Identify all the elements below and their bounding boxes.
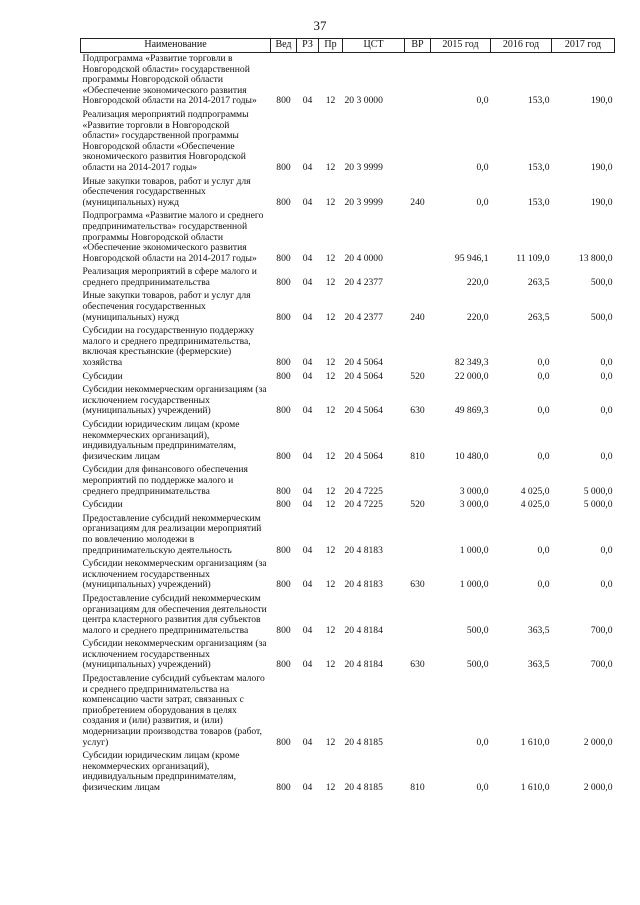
cell-rz: 04 xyxy=(302,579,313,591)
cell-2017: 0,0 xyxy=(600,370,613,382)
cell-rz: 04 xyxy=(302,196,313,208)
table-row xyxy=(81,325,615,370)
cell-2016: 363,5 xyxy=(527,624,550,636)
cell-name: Субсидии некоммерческим организациям (за исключением государственных (муниципальных) учреждений) xyxy=(82,558,267,591)
cell-rz: 04 xyxy=(302,624,313,636)
cell-2016: 363,5 xyxy=(527,659,550,671)
cell-2015: 220,0 xyxy=(466,311,489,323)
cell-name: Субсидии некоммерческим организациям (за исключением государственных (муниципальных) учреждений) xyxy=(82,638,267,671)
cell-rz: 04 xyxy=(302,161,313,173)
cell-2016: 0,0 xyxy=(537,405,550,417)
cell-ved: 800 xyxy=(276,311,291,323)
cell-ved: 800 xyxy=(276,782,291,793)
cell-pr: 12 xyxy=(325,736,336,748)
cell-2015: 500,0 xyxy=(466,659,489,671)
cell-rz: 04 xyxy=(302,499,313,511)
cell-cst: 20 3 9999 xyxy=(344,161,383,173)
cell-cst: 20 3 9999 xyxy=(344,196,383,208)
cell-2015: 220,0 xyxy=(466,276,489,288)
cell-vr xyxy=(405,210,431,266)
cell-2017: 13 800,0 xyxy=(578,252,613,264)
cell-rz: 04 xyxy=(302,95,313,107)
cell-cst: 20 4 7225 xyxy=(344,485,383,497)
cell-name: Субсидии на государственную поддержку малого и среднего предпринимательства, включая крестьянские (фермерские) хозяйства xyxy=(82,325,255,369)
cell-2017: 190,0 xyxy=(590,161,613,173)
cell-cst: 20 4 8183 xyxy=(344,579,383,591)
cell-cst: 20 4 8184 xyxy=(344,659,383,671)
cell-name: Субсидии юридическим лицам (кроме некоммерческих организаций), индивидуальным предпринимателям, физическим лицам xyxy=(82,419,240,462)
col-header-vr: ВР xyxy=(405,39,431,53)
cell-2017: 190,0 xyxy=(590,95,613,107)
cell-ved: 800 xyxy=(276,736,291,748)
cell-rz: 04 xyxy=(302,276,313,288)
cell-rz: 04 xyxy=(302,311,313,323)
cell-rz: 04 xyxy=(302,782,313,793)
table-row xyxy=(81,109,615,176)
cell-2015: 1 000,0 xyxy=(459,579,489,591)
cell-2016: 0,0 xyxy=(537,370,550,382)
col-header-pr: Пр xyxy=(319,39,343,53)
table-row xyxy=(81,464,615,499)
cell-vr: 630 xyxy=(410,579,425,591)
cell-rz: 04 xyxy=(302,736,313,748)
cell-pr: 12 xyxy=(325,95,336,107)
table-row xyxy=(81,53,615,109)
cell-pr: 12 xyxy=(325,370,336,382)
cell-pr: 12 xyxy=(325,624,336,636)
cell-pr: 12 xyxy=(325,544,336,556)
cell-2017: 0,0 xyxy=(600,450,613,462)
cell-name: Иные закупки товаров, работ и услуг для обеспечения государственных (муниципальных) нужд xyxy=(82,175,251,208)
cell-vr: 630 xyxy=(410,405,425,417)
table-row xyxy=(81,750,615,795)
cell-2015: 0,0 xyxy=(476,95,489,107)
cell-cst: 20 4 8184 xyxy=(344,624,383,636)
cell-cst: 20 4 0000 xyxy=(344,252,383,264)
col-header-2016: 2016 год xyxy=(491,39,552,53)
cell-2016: 0,0 xyxy=(537,544,550,556)
cell-name: Реализация мероприятий в сфере малого и среднего предпринимательства xyxy=(82,266,257,288)
cell-2017: 700,0 xyxy=(590,659,613,671)
cell-2016: 0,0 xyxy=(537,579,550,591)
header-row xyxy=(81,39,615,53)
table-row xyxy=(81,290,615,325)
cell-cst: 20 3 0000 xyxy=(344,95,383,107)
cell-cst: 20 4 8183 xyxy=(344,544,383,556)
cell-pr: 12 xyxy=(325,196,336,208)
cell-vr: 810 xyxy=(410,782,425,793)
cell-pr: 12 xyxy=(325,311,336,323)
cell-2017: 500,0 xyxy=(590,311,613,323)
page-number: 37 xyxy=(313,18,327,33)
cell-pr: 12 xyxy=(325,357,336,369)
table-row xyxy=(81,419,615,464)
cell-ved: 800 xyxy=(276,499,291,511)
cell-cst: 20 4 8185 xyxy=(344,736,383,748)
table-row xyxy=(81,210,615,266)
cell-vr xyxy=(405,109,431,176)
cell-name: Предоставление субсидий субъектам малого и среднего предпринимательства на компенсацию части затрат, связанных с приобретением оборудования в целях создания и (или) развития, и (или) модернизации производства товаров (работ, услуг) xyxy=(82,673,265,748)
cell-ved: 800 xyxy=(276,95,291,107)
cell-2017: 2 000,0 xyxy=(583,782,613,793)
cell-ved: 800 xyxy=(276,196,291,208)
cell-rz: 04 xyxy=(302,405,313,417)
cell-ved: 800 xyxy=(276,485,291,497)
cell-ved: 800 xyxy=(276,544,291,556)
cell-2016: 4 025,0 xyxy=(520,499,550,511)
table-body xyxy=(81,53,615,796)
cell-pr: 12 xyxy=(325,782,336,793)
cell-2015: 0,0 xyxy=(476,196,489,208)
col-header-cst: ЦСТ xyxy=(343,39,405,53)
cell-name: Субсидии xyxy=(82,499,123,511)
cell-2015: 82 349,3 xyxy=(454,357,489,369)
cell-rz: 04 xyxy=(302,370,313,382)
cell-2017: 0,0 xyxy=(600,357,613,369)
cell-pr: 12 xyxy=(325,405,336,417)
cell-vr: 240 xyxy=(410,196,425,208)
cell-pr: 12 xyxy=(325,499,336,511)
cell-ved: 800 xyxy=(276,276,291,288)
cell-2017: 2 000,0 xyxy=(583,736,613,748)
cell-2016: 263,5 xyxy=(527,311,550,323)
table-row xyxy=(81,371,615,385)
cell-pr: 12 xyxy=(325,579,336,591)
cell-2017: 700,0 xyxy=(590,624,613,636)
cell-rz: 04 xyxy=(302,659,313,671)
cell-name: Субсидии некоммерческим организациям (за исключением государственных (муниципальных) учреждений) xyxy=(82,384,267,417)
cell-2017: 5 000,0 xyxy=(583,499,613,511)
cell-2017: 0,0 xyxy=(600,405,613,417)
cell-vr xyxy=(405,53,431,109)
cell-cst: 20 4 2377 xyxy=(344,311,383,323)
cell-2015: 22 000,0 xyxy=(454,370,489,382)
cell-ved: 800 xyxy=(276,405,291,417)
table-row xyxy=(81,176,615,211)
table-row xyxy=(81,593,615,638)
cell-cst: 20 4 8185 xyxy=(344,782,383,793)
cell-pr: 12 xyxy=(325,659,336,671)
cell-name: Реализация мероприятий подпрограммы «Развитие торговли в Новгородской области» государственной программы Новгородской области «Обеспечение экономического развития Новгородской области на 2014-2017 годы» xyxy=(82,108,249,173)
cell-vr xyxy=(405,325,431,370)
cell-2015: 3 000,0 xyxy=(459,499,489,511)
cell-name: Субсидии xyxy=(82,370,123,382)
cell-pr: 12 xyxy=(325,485,336,497)
cell-vr: 630 xyxy=(410,659,425,671)
cell-2015: 3 000,0 xyxy=(459,485,489,497)
col-header-rz: РЗ xyxy=(297,39,319,53)
cell-2016: 1 610,0 xyxy=(520,782,550,793)
cell-2016: 0,0 xyxy=(537,357,550,369)
table-row xyxy=(81,673,615,750)
cell-pr: 12 xyxy=(325,252,336,264)
cell-2016: 263,5 xyxy=(527,276,550,288)
cell-2016: 153,0 xyxy=(527,95,550,107)
cell-2016: 0,0 xyxy=(537,450,550,462)
cell-2016: 153,0 xyxy=(527,161,550,173)
cell-rz: 04 xyxy=(302,357,313,369)
col-header-name: Наименование xyxy=(81,39,271,53)
cell-2016: 1 610,0 xyxy=(520,736,550,748)
cell-ved: 800 xyxy=(276,624,291,636)
cell-2015: 500,0 xyxy=(466,624,489,636)
cell-2016: 153,0 xyxy=(527,196,550,208)
cell-name: Подпрограмма «Развитие малого и среднего предпринимательства» государственной программы Новгородской области «Обеспечение экономического развития Новгородской области на 2014-2017 годы» xyxy=(82,210,264,264)
cell-2016: 4 025,0 xyxy=(520,485,550,497)
cell-name: Предоставление субсидий некоммерческим организациям для реализации мероприятий по вовлечению молодежи в предпринимательскую деятельность xyxy=(82,512,262,556)
cell-ved: 800 xyxy=(276,370,291,382)
cell-cst: 20 4 5064 xyxy=(344,450,383,462)
cell-2017: 0,0 xyxy=(600,579,613,591)
cell-ved: 800 xyxy=(276,357,291,369)
col-header-ved: Вед xyxy=(271,39,297,53)
cell-name: Иные закупки товаров, работ и услуг для обеспечения государственных (муниципальных) нужд xyxy=(82,290,251,323)
table-row xyxy=(81,384,615,419)
cell-2016: 11 109,0 xyxy=(516,252,550,264)
cell-2015: 0,0 xyxy=(476,161,489,173)
cell-2015: 10 480,0 xyxy=(454,450,489,462)
cell-vr xyxy=(405,673,431,750)
cell-2015: 95 946,1 xyxy=(454,252,489,264)
cell-ved: 800 xyxy=(276,450,291,462)
cell-name: Субсидии для финансового обеспечения мероприятий по поддержке малого и среднего предпринимательства xyxy=(82,464,248,497)
cell-name: Подпрограмма «Развитие торговли в Новгородской области» государственной программы Новгородской области «Обеспечение экономического развития Новгородской области на 2014-2017 годы» xyxy=(82,53,257,107)
cell-pr: 12 xyxy=(325,450,336,462)
cell-vr: 240 xyxy=(410,311,425,323)
cell-cst: 20 4 2377 xyxy=(344,276,383,288)
cell-vr: 520 xyxy=(410,499,425,511)
cell-rz: 04 xyxy=(302,544,313,556)
cell-rz: 04 xyxy=(302,485,313,497)
cell-ved: 800 xyxy=(276,579,291,591)
cell-2015: 0,0 xyxy=(476,736,489,748)
table-row xyxy=(81,638,615,673)
cell-name: Предоставление субсидий некоммерческим организациям для обеспечения деятельности центра кластерного развития для субъектов малого и среднего предпринимательства xyxy=(82,592,267,636)
cell-cst: 20 4 5064 xyxy=(344,357,383,369)
cell-vr: 520 xyxy=(410,370,425,382)
cell-vr xyxy=(405,513,431,558)
cell-2017: 0,0 xyxy=(600,544,613,556)
cell-2015: 0,0 xyxy=(476,782,489,793)
budget-table xyxy=(80,38,615,796)
cell-2017: 500,0 xyxy=(590,276,613,288)
cell-ved: 800 xyxy=(276,659,291,671)
cell-name: Субсидии юридическим лицам (кроме некоммерческих организаций), индивидуальным предпринимателям, физическим лицам xyxy=(82,750,240,793)
table-row xyxy=(81,266,615,290)
table-row xyxy=(81,499,615,513)
cell-ved: 800 xyxy=(276,252,291,264)
cell-cst: 20 4 7225 xyxy=(344,499,383,511)
cell-pr: 12 xyxy=(325,161,336,173)
table-row xyxy=(81,558,615,593)
cell-cst: 20 4 5064 xyxy=(344,370,383,382)
cell-vr: 810 xyxy=(410,450,425,462)
cell-2015: 1 000,0 xyxy=(459,544,489,556)
cell-vr xyxy=(405,593,431,638)
col-header-2017: 2017 год xyxy=(552,39,615,53)
cell-2017: 5 000,0 xyxy=(583,485,613,497)
cell-pr: 12 xyxy=(325,276,336,288)
cell-ved: 800 xyxy=(276,161,291,173)
cell-2015: 49 869,3 xyxy=(454,405,489,417)
cell-vr xyxy=(405,464,431,499)
cell-2017: 190,0 xyxy=(590,196,613,208)
cell-rz: 04 xyxy=(302,252,313,264)
cell-rz: 04 xyxy=(302,450,313,462)
table-row xyxy=(81,513,615,558)
col-header-2015: 2015 год xyxy=(431,39,491,53)
cell-cst: 20 4 5064 xyxy=(344,405,383,417)
cell-vr xyxy=(405,266,431,290)
